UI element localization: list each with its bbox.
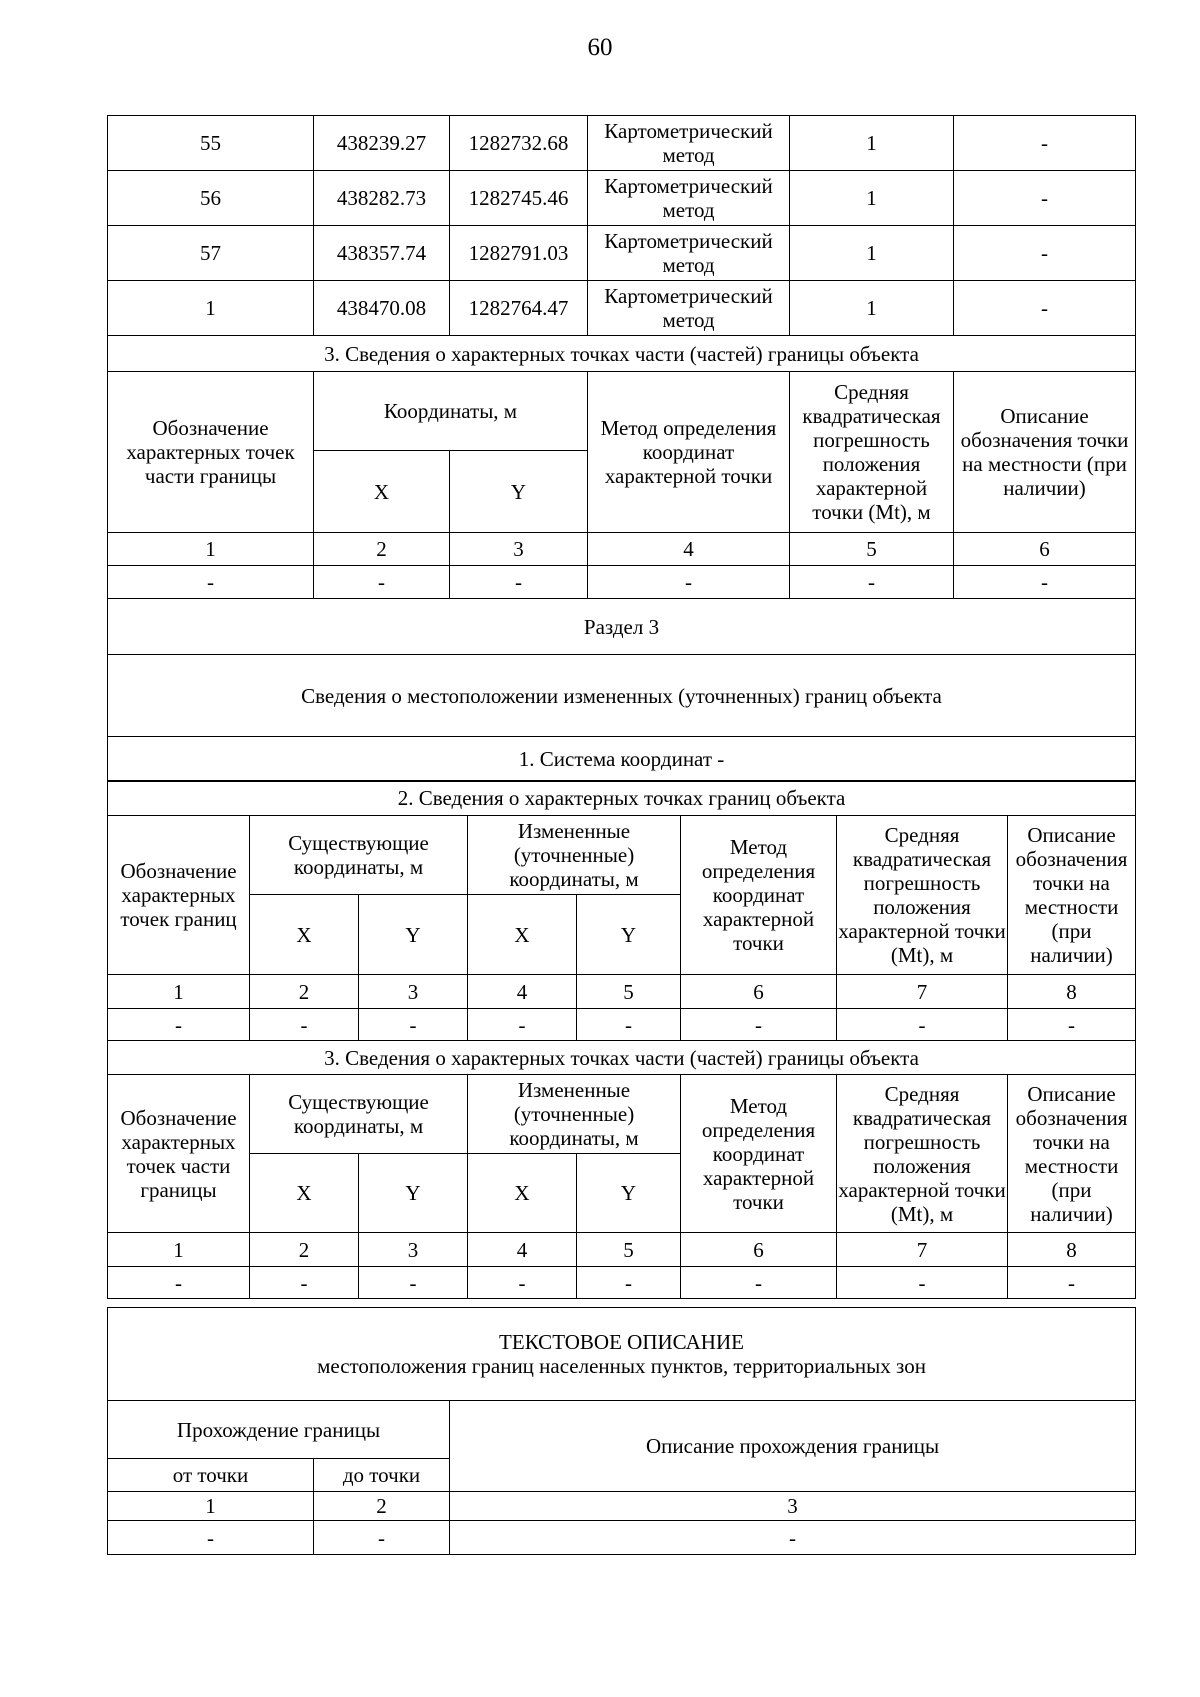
coord-y: 1282732.68 <box>450 116 588 171</box>
empty-cell: - <box>837 1009 1008 1041</box>
text-description-heading <box>108 1308 1136 1401</box>
column-number: 7 <box>837 1233 1008 1267</box>
section3-points-table <box>107 780 1136 1299</box>
header-method: Метод определения координат характерной точки <box>588 372 790 533</box>
column-number: 5 <box>790 533 954 566</box>
header-x: X <box>250 895 359 975</box>
header-existing-coords: Существующие координаты, м <box>250 1075 468 1154</box>
empty-cell: - <box>108 1009 250 1041</box>
point-number: 55 <box>108 116 314 171</box>
header-y: Y <box>359 1154 468 1233</box>
column-number: 8 <box>1008 1233 1136 1267</box>
mt: 1 <box>790 116 954 171</box>
empty-cell: - <box>450 1521 1136 1555</box>
method: Картометрический метод <box>588 116 790 171</box>
column-number: 1 <box>108 533 314 566</box>
table-row <box>108 566 1136 599</box>
page-number: 60 <box>587 34 613 61</box>
table-row <box>108 171 1136 226</box>
empty-cell: - <box>1008 1009 1136 1041</box>
header-to-point: до точки <box>314 1459 450 1492</box>
part-points-title: 3. Сведения о характерных точках части (частей) границы объекта <box>108 336 1136 372</box>
section3-heading: Раздел 3 <box>108 599 1136 655</box>
column-number: 2 <box>314 533 450 566</box>
column-number: 5 <box>577 1233 681 1267</box>
header-from-point: от точки <box>108 1459 314 1492</box>
header-mt: Средняя квадратическая погрешность положения характерной точки (Mt), м <box>790 372 954 533</box>
column-numbers-row <box>108 1492 1136 1521</box>
empty-cell: - <box>314 1521 450 1555</box>
column-number: 5 <box>577 975 681 1009</box>
column-number: 1 <box>108 1233 250 1267</box>
header-passage: Прохождение границы <box>108 1401 450 1459</box>
empty-cell: - <box>359 1009 468 1041</box>
header-y: Y <box>450 451 588 533</box>
description: - <box>954 116 1136 171</box>
points-title: 2. Сведения о характерных точках границ объекта <box>108 781 1136 816</box>
table-row <box>108 281 1136 336</box>
point-number: 1 <box>108 281 314 336</box>
empty-cell: - <box>359 1267 468 1299</box>
header-description: Описание обозначения точки на местности (при наличии) <box>1008 1075 1136 1233</box>
empty-cell: - <box>108 1521 314 1555</box>
header-description: Описание обозначения точки на местности (при наличии) <box>954 372 1136 533</box>
header-description: Описание обозначения точки на местности (при наличии) <box>1008 816 1136 975</box>
mt: 1 <box>790 171 954 226</box>
empty-cell: - <box>314 566 450 599</box>
column-number: 6 <box>681 1233 837 1267</box>
empty-cell: - <box>1008 1267 1136 1299</box>
method: Картометрический метод <box>588 171 790 226</box>
coord-x: 438239.27 <box>314 116 450 171</box>
column-number: 1 <box>108 1492 314 1521</box>
table-row <box>108 1267 1136 1299</box>
empty-cell: - <box>108 1267 250 1299</box>
table-row <box>108 116 1136 171</box>
header-passage-description: Описание прохождения границы <box>450 1401 1136 1492</box>
header-changed-coords: Измененные (уточненные) координаты, м <box>468 816 681 895</box>
header-mt: Средняя квадратическая погрешность положения характерной точки (Mt), м <box>837 1075 1008 1233</box>
section2-points-table <box>107 115 1136 782</box>
column-number: 2 <box>314 1492 450 1521</box>
column-number: 6 <box>954 533 1136 566</box>
header-changed-coords: Измененные (уточненные) координаты, м <box>468 1075 681 1154</box>
empty-cell: - <box>588 566 790 599</box>
column-number: 4 <box>468 1233 577 1267</box>
column-number: 4 <box>588 533 790 566</box>
empty-cell: - <box>108 566 314 599</box>
column-numbers-row <box>108 975 1136 1009</box>
column-number: 3 <box>450 1492 1136 1521</box>
header-mt: Средняя квадратическая погрешность положения характерной точки (Mt), м <box>837 816 1008 975</box>
header-method: Метод определения координат характерной точки <box>681 816 837 975</box>
column-number: 2 <box>250 1233 359 1267</box>
description: - <box>954 226 1136 281</box>
column-number: 8 <box>1008 975 1136 1009</box>
method: Картометрический метод <box>588 281 790 336</box>
header-method: Метод определения координат характерной точки <box>681 1075 837 1233</box>
coord-x: 438470.08 <box>314 281 450 336</box>
column-number: 1 <box>108 975 250 1009</box>
header-x: X <box>468 895 577 975</box>
method: Картометрический метод <box>588 226 790 281</box>
column-number: 3 <box>450 533 588 566</box>
header-x: X <box>250 1154 359 1233</box>
text-description-table <box>107 1307 1136 1555</box>
empty-cell: - <box>577 1267 681 1299</box>
table-row <box>108 1521 1136 1555</box>
empty-cell: - <box>577 1009 681 1041</box>
coord-x: 438357.74 <box>314 226 450 281</box>
header-designation: Обозначение характерных точек границ <box>108 816 250 975</box>
section3-subheading: Сведения о местоположении измененных (уточненных) границ объекта <box>108 655 1136 737</box>
coord-y: 1282764.47 <box>450 281 588 336</box>
column-numbers-row <box>108 1233 1136 1267</box>
empty-cell: - <box>954 566 1136 599</box>
column-numbers-row <box>108 533 1136 566</box>
empty-cell: - <box>837 1267 1008 1299</box>
empty-cell: - <box>450 566 588 599</box>
empty-cell: - <box>468 1009 577 1041</box>
point-number: 57 <box>108 226 314 281</box>
table-row <box>108 1009 1136 1041</box>
header-coordinates: Координаты, м <box>314 372 588 451</box>
empty-cell: - <box>681 1009 837 1041</box>
column-number: 2 <box>250 975 359 1009</box>
text-description-subtitle: местоположения границ населенных пунктов, территориальных зон <box>317 1354 926 1378</box>
header-x: X <box>468 1154 577 1233</box>
empty-cell: - <box>250 1267 359 1299</box>
empty-cell: - <box>468 1267 577 1299</box>
mt: 1 <box>790 281 954 336</box>
header-x: X <box>314 451 450 533</box>
mt: 1 <box>790 226 954 281</box>
header-y: Y <box>577 1154 681 1233</box>
coord-y: 1282745.46 <box>450 171 588 226</box>
header-y: Y <box>577 895 681 975</box>
header-existing-coords: Существующие координаты, м <box>250 816 468 895</box>
header-y: Y <box>359 895 468 975</box>
empty-cell: - <box>681 1267 837 1299</box>
coordinate-system: 1. Система координат - <box>108 737 1136 782</box>
column-number: 7 <box>837 975 1008 1009</box>
table-row <box>108 226 1136 281</box>
coord-y: 1282791.03 <box>450 226 588 281</box>
empty-cell: - <box>790 566 954 599</box>
column-number: 3 <box>359 975 468 1009</box>
point-number: 56 <box>108 171 314 226</box>
column-number: 4 <box>468 975 577 1009</box>
header-designation: Обозначение характерных точек части границы <box>108 1075 250 1233</box>
part-points-title: 3. Сведения о характерных точках части (частей) границы объекта <box>108 1041 1136 1075</box>
text-description-title: ТЕКСТОВОЕ ОПИСАНИЕ <box>499 1330 744 1354</box>
coord-x: 438282.73 <box>314 171 450 226</box>
empty-cell: - <box>250 1009 359 1041</box>
column-number: 6 <box>681 975 837 1009</box>
description: - <box>954 171 1136 226</box>
column-number: 3 <box>359 1233 468 1267</box>
header-designation: Обозначение характерных точек части границы <box>108 372 314 533</box>
description: - <box>954 281 1136 336</box>
